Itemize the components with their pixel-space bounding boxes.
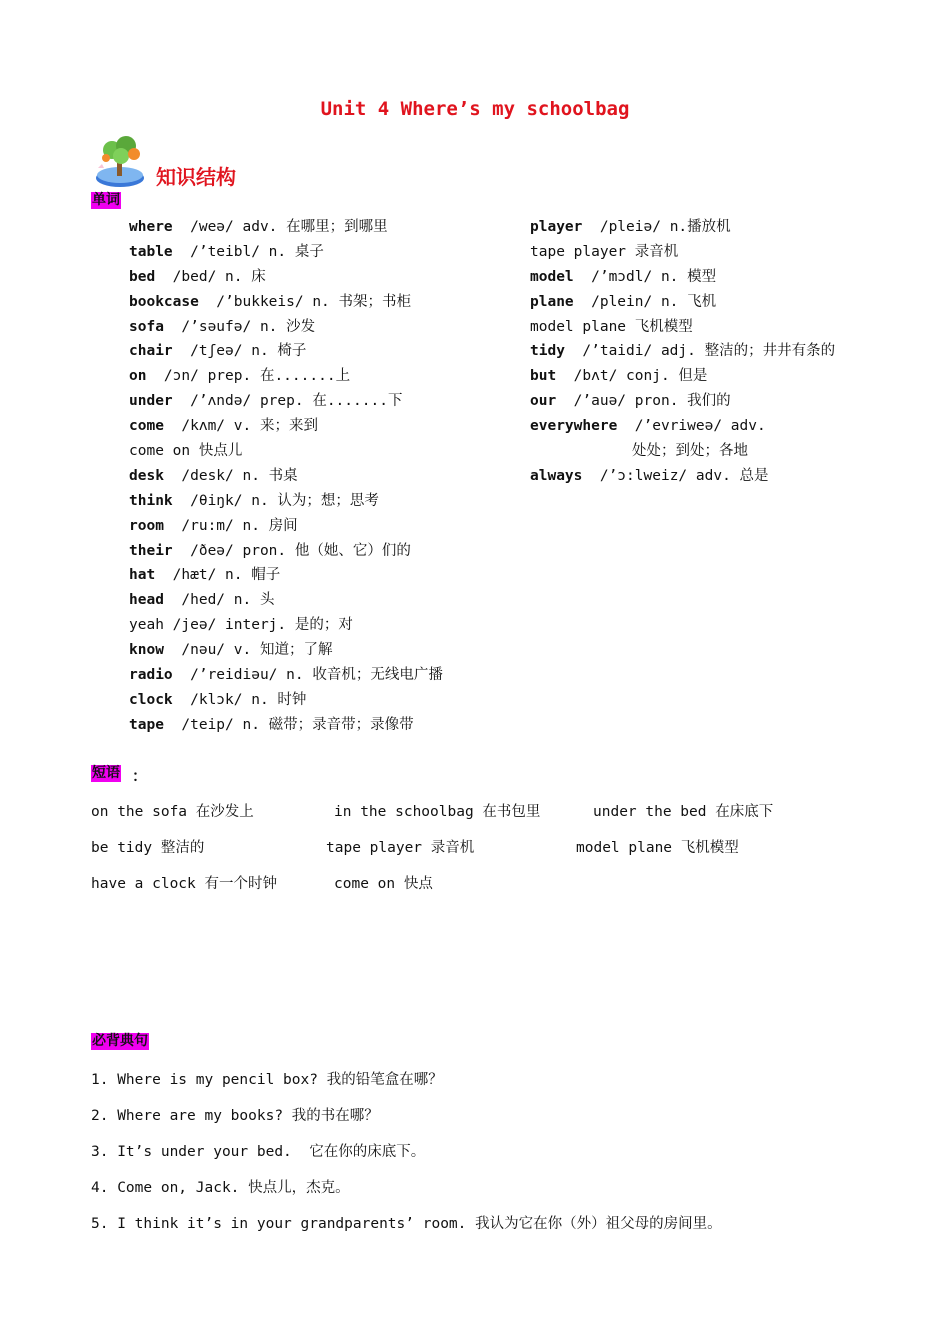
phrase-item: model plane 飞机模型	[576, 840, 739, 856]
book-tree-icon	[94, 134, 154, 190]
vocab-definition: /ru:m/ n. 房间	[163, 517, 298, 534]
vocab-item	[129, 563, 443, 588]
vocab-item	[129, 663, 443, 688]
vocab-definition: /hæt/ n. 帽子	[155, 567, 281, 584]
vocab-item	[530, 265, 835, 290]
vocab-word: chair	[129, 343, 173, 360]
vocab-definition: /teip/ n. 磁带；录音带；录像带	[163, 716, 414, 733]
vocab-definition: /’evriweə/ adv.	[617, 418, 766, 435]
vocab-item	[530, 464, 835, 489]
vocab-item	[129, 688, 443, 713]
vocab-word: on	[129, 368, 147, 385]
vocab-item	[530, 364, 835, 389]
page-title: Unit 4 Where’s my schoolbag	[320, 98, 630, 120]
vocab-word: under	[129, 393, 173, 410]
vocab-definition: /’ʌndə/ prep. 在.......下	[172, 393, 403, 410]
vocab-item	[129, 514, 443, 539]
vocab-definition: /’teibl/ n. 桌子	[172, 243, 324, 260]
vocab-definition: /θiŋk/ n. 认为；想；思考	[172, 492, 379, 509]
sentence-item: 2. Where are my books? 我的书在哪？	[91, 1108, 379, 1124]
phrase-item: in the schoolbag 在书包里	[334, 804, 541, 820]
vocab-item	[129, 240, 443, 265]
vocab-definition: /nəu/ v. 知道；了解	[163, 642, 333, 659]
vocab-word: clock	[129, 691, 173, 708]
phrase-item: tape player 录音机	[326, 840, 475, 856]
vocab-definition: /’mɔdl/ n. 模型	[573, 268, 717, 285]
vocab-definition: /kʌm/ v. 来；来到	[163, 418, 318, 435]
vocab-tag: 单词	[92, 192, 120, 208]
vocab-item	[129, 389, 443, 414]
vocab-definition: /’ɔ:lweiz/ adv. 总是	[582, 467, 769, 484]
vocab-definition: /ɔn/ prep. 在.......上	[146, 368, 351, 385]
sentence-item: 4. Come on, Jack. 快点儿，杰克。	[91, 1180, 350, 1196]
vocab-word: sofa	[129, 318, 164, 335]
vocab-definition: 处处；到处；各地	[632, 443, 748, 460]
vocab-word: hat	[129, 567, 156, 584]
vocab-item	[129, 638, 443, 663]
phrase-item: be tidy 整洁的	[91, 840, 205, 856]
vocab-definition: /’taidi/ adj. 整洁的；井井有条的	[564, 343, 836, 360]
vocab-item	[129, 439, 443, 464]
vocab-item	[129, 489, 443, 514]
vocab-item	[129, 414, 443, 439]
vocab-definition: /’səufə/ n. 沙发	[163, 318, 316, 335]
vocab-item	[129, 364, 443, 389]
vocab-definition: /klɔk/ n. 时钟	[172, 691, 307, 708]
vocab-word: bookcase	[129, 293, 199, 310]
vocab-word: their	[129, 542, 173, 559]
vocab-word: come	[129, 418, 164, 435]
vocab-word: plane	[530, 293, 574, 310]
phrase-item: come on 快点	[334, 876, 433, 892]
vocab-item	[530, 339, 835, 364]
vocab-word: bed	[129, 268, 156, 285]
vocab-definition: /weə/ adv. 在哪里；到哪里	[172, 219, 388, 235]
vocab-definition: /’bukkeis/ n. 书架；书柜	[198, 293, 412, 310]
vocab-definition: model plane 飞机模型	[530, 318, 693, 335]
vocab-item	[129, 339, 443, 364]
sentence-item: 5. I think it’s in your grandparents’ room. 我认为它在你（外）祖父母的房间里。	[91, 1216, 722, 1232]
vocab-definition: come on 快点儿	[129, 443, 243, 460]
vocab-word: everywhere	[530, 418, 618, 435]
vocab-list-left	[129, 215, 443, 738]
vocab-word: tape	[129, 716, 164, 733]
vocab-definition: /’auə/ pron. 我们的	[556, 393, 731, 410]
vocab-definition: /ðeə/ pron. 他（她、它）们的	[172, 542, 411, 559]
vocab-item	[530, 290, 835, 315]
vocab-item	[129, 215, 443, 240]
vocab-item	[129, 539, 443, 564]
vocab-item	[530, 414, 835, 439]
phrase-item: under the bed 在床底下	[593, 804, 774, 820]
vocab-word: table	[129, 243, 173, 260]
sentence-item: 1. Where is my pencil box? 我的铅笔盒在哪？	[91, 1072, 443, 1088]
vocab-word: where	[129, 219, 173, 235]
vocab-item	[129, 290, 443, 315]
vocab-word: always	[530, 467, 583, 484]
vocab-definition: /tʃeə/ n. 椅子	[172, 343, 307, 360]
vocab-item	[129, 464, 443, 489]
vocab-word: radio	[129, 667, 173, 684]
phrase-item: have a clock 有一个时钟	[91, 876, 277, 892]
vocab-item	[530, 315, 835, 340]
vocab-item	[129, 315, 443, 340]
vocab-word: desk	[129, 467, 164, 484]
vocab-word: our	[530, 393, 557, 410]
vocab-word: player	[530, 219, 583, 235]
vocab-definition: /desk/ n. 书桌	[163, 467, 298, 484]
sentences-tag: 必背典句	[92, 1033, 148, 1049]
vocab-word: room	[129, 517, 164, 534]
vocab-definition: yeah /jeə/ interj. 是的；对	[129, 617, 353, 634]
vocab-word: head	[129, 592, 164, 609]
vocab-item	[129, 588, 443, 613]
vocab-item	[129, 713, 443, 738]
phrase-item: on the sofa 在沙发上	[91, 804, 254, 820]
phrases-colon: ：	[132, 767, 148, 785]
vocab-item	[530, 240, 835, 265]
vocab-word: think	[129, 492, 173, 509]
vocab-item	[129, 613, 443, 638]
phrases-tag: 短语	[92, 765, 120, 781]
vocab-definition: /bed/ n. 床	[155, 268, 266, 285]
vocab-definition: /bʌt/ conj. 但是	[556, 368, 708, 385]
vocab-item	[530, 389, 835, 414]
vocab-definition: /plein/ n. 飞机	[573, 293, 717, 310]
vocab-word: know	[129, 642, 164, 659]
vocab-definition: tape player 录音机	[530, 243, 679, 260]
section-heading: 知识结构	[156, 165, 236, 189]
vocab-list-right	[530, 215, 835, 489]
vocab-item	[530, 215, 835, 240]
vocab-definition: /hed/ n. 头	[163, 592, 275, 609]
sentence-item: 3. It’s under your bed. 它在你的床底下。	[91, 1144, 426, 1160]
vocab-item	[530, 439, 835, 464]
vocab-word: model	[530, 268, 574, 285]
vocab-word: but	[530, 368, 557, 385]
vocab-word: tidy	[530, 343, 565, 360]
vocab-item	[129, 265, 443, 290]
vocab-definition: /pleiə/ n.播放机	[582, 219, 731, 235]
vocab-definition: /’reidiəu/ n. 收音机；无线电广播	[172, 667, 443, 684]
